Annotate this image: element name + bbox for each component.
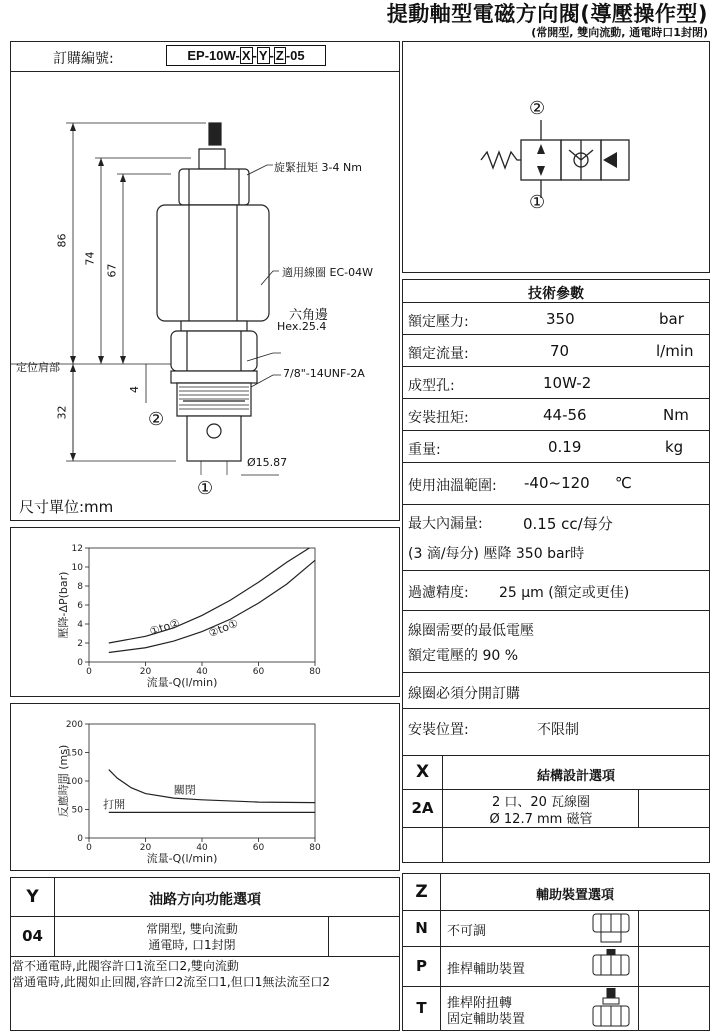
spec-value: 44-56 [543, 406, 587, 424]
x-tick-label: 40 [196, 667, 208, 677]
valve-outline-drawing [11, 71, 399, 520]
title-sub: (常開型, 雙向流動, 通電時口1封閉) [531, 26, 708, 39]
spec-label: 安裝扭矩: [408, 410, 469, 426]
spec-value: 0.19 [548, 438, 582, 456]
x-tick-label: 60 [252, 667, 265, 677]
x-axis-label: 流量-Q(l/min) [146, 676, 218, 689]
structure-row-2a [403, 789, 709, 828]
filter-value: 25 μm (額定或更佳) [499, 585, 630, 601]
spec-row-coil-order [403, 672, 709, 708]
hydraulic-symbol-panel [402, 41, 710, 273]
specs-heading: 技術參數 [528, 286, 584, 302]
symbol-port-1: ① [529, 192, 546, 213]
x-tick-label: 40 [196, 843, 208, 853]
order-code-sep1: - [252, 48, 257, 63]
spec-row-leakage [403, 504, 709, 570]
aux-header-row [403, 874, 709, 911]
dimension-86: 86 [55, 233, 69, 248]
series-label: 打開 [103, 797, 126, 811]
order-code-suffix: -05 [285, 48, 305, 63]
port-2-marker: ② [148, 409, 165, 430]
plot-frame [89, 724, 315, 838]
spec-value: -40~120 [524, 474, 590, 492]
mount-value: 不限制 [537, 722, 579, 738]
y-tick-label: 150 [65, 748, 83, 759]
hex-label-2: Hex.25.4 [277, 320, 327, 333]
y-tick-label: 6 [77, 601, 83, 611]
hex-label-1: 六角邊 [289, 308, 329, 323]
spec-unit: l/min [656, 342, 694, 360]
series-label: 關閉 [173, 783, 196, 797]
y-tick-label: 0 [77, 658, 83, 668]
coil-label: 適用線圈 EC-04W [282, 266, 373, 279]
order-code [166, 45, 326, 66]
y-tick-label: 2 [77, 639, 83, 649]
structure-key-cell: X [403, 756, 443, 789]
order-code-row [11, 42, 399, 72]
pressure-drop-chart-panel [10, 527, 400, 697]
spec-unit: Nm [663, 406, 689, 424]
symbol-port-2: ② [529, 98, 546, 119]
series-label: ①to② [148, 616, 182, 639]
y-tick-label: 0 [77, 834, 83, 844]
x-tick-label: 20 [139, 843, 152, 853]
y-tick-label: 100 [65, 777, 83, 787]
spec-unit: bar [659, 310, 684, 328]
y-tick-label: 12 [71, 544, 83, 554]
leak-label: 最大內漏量: [408, 516, 483, 532]
structure-options-table [402, 755, 710, 863]
x-tick-label: 80 [309, 667, 321, 677]
dimension-67: 67 [105, 263, 119, 278]
aux-code-cell: P [403, 946, 441, 986]
flow-row-04 [11, 916, 399, 957]
flow-direction-options-table [10, 877, 400, 1031]
dimension-drawing-panel [10, 41, 400, 521]
dimension-74: 74 [83, 251, 97, 266]
order-code-sep2: - [269, 48, 274, 63]
port-1-marker: ① [197, 478, 214, 499]
x-tick-label: 20 [139, 667, 152, 677]
order-code-y: Y [258, 48, 268, 63]
spec-label: 額定流量: [408, 346, 469, 362]
y-tick-label: 200 [65, 720, 83, 730]
hydraulic-symbol [403, 42, 709, 272]
aux-desc: 不可調 [447, 924, 487, 939]
flow-code-cell: 04 [11, 916, 55, 956]
dimension-32: 32 [55, 405, 69, 420]
structure-heading: 結構設計選項 [536, 769, 615, 784]
y-axis-label: 壓降-ΔP(bar) [57, 571, 70, 639]
order-code-prefix: EP-10W- [187, 48, 240, 63]
response-time-chart [11, 704, 399, 870]
aux-options-table [402, 873, 710, 1031]
structure-line-2: Ø 12.7 mm 磁管 [489, 812, 593, 827]
structure-empty-code-cell [403, 827, 443, 862]
page-title [387, 2, 708, 39]
spec-row-coil-voltage [403, 610, 709, 672]
y-tick-label: 50 [71, 805, 83, 816]
y-axis-label: 反應時間 (ms) [57, 744, 70, 818]
flow-heading: 油路方向功能選項 [149, 892, 261, 908]
spec-value: 70 [550, 342, 570, 360]
spec-row-temp [403, 462, 709, 504]
order-code-x: X [241, 48, 251, 63]
spec-row-filtration [403, 570, 709, 610]
leak-value: 0.15 cc/每分 [523, 515, 613, 533]
x-tick-label: 0 [86, 843, 92, 853]
y-tick-label: 10 [71, 563, 83, 573]
filter-label: 過濾精度: [408, 585, 469, 601]
diameter-label: Ø15.87 [247, 456, 288, 469]
series-line [109, 770, 315, 803]
mount-label: 安裝位置: [408, 722, 469, 738]
aux-row-n [403, 910, 709, 947]
spec-value: 350 [546, 310, 575, 328]
flow-line-2: 通電時, 口1封閉 [148, 938, 236, 952]
y-tick-label: 8 [77, 582, 83, 592]
structure-header-row [403, 756, 709, 790]
spec-label: 成型孔: [408, 378, 455, 394]
flow-key-cell: Y [11, 878, 55, 916]
spec-row-pressure [403, 302, 709, 334]
title-main: 提動軸型電磁方向閥(導壓操作型) [386, 2, 708, 26]
order-code-label: 訂購編號: [53, 51, 114, 67]
structure-code-cell: 2A [403, 789, 443, 827]
aux-heading: 輔助裝置選項 [535, 888, 614, 903]
pressure-drop-chart [11, 528, 399, 696]
unit-label: 尺寸單位:mm [19, 498, 114, 516]
spec-row-weight [403, 430, 709, 462]
tech-specs-panel [402, 279, 710, 757]
flow-desc-cell [55, 916, 329, 956]
torque-label: 旋緊扭矩 3-4 Nm [274, 161, 362, 174]
x-axis-label: 流量-Q(l/min) [146, 852, 218, 865]
structure-empty-row [403, 827, 709, 862]
structure-line-1: 2 口、20 瓦線圈 [491, 795, 591, 810]
aux-key-cell: Z [403, 874, 441, 910]
aux-row-t [403, 986, 709, 1030]
leak-condition: (3 滴/每分) 壓降 350 bar時 [408, 546, 585, 562]
aux-row-p [403, 946, 709, 987]
dimension-4: 4 [128, 386, 141, 393]
spec-row-flow [403, 334, 709, 366]
shoulder-label: 定位肩部 [16, 361, 60, 374]
spec-label: 額定壓力: [408, 314, 469, 330]
aux-image-t [587, 988, 635, 1030]
aux-image-p [587, 949, 635, 983]
structure-desc-cell [443, 789, 639, 827]
aux-desc: 推桿輔助裝置 [447, 962, 526, 977]
x-tick-label: 60 [252, 843, 265, 853]
series-label: ②to① [206, 616, 241, 641]
spec-label: 重量: [408, 442, 441, 458]
coil-min-line-1: 線圈需要的最低電壓 [408, 623, 534, 639]
aux-code-cell: T [403, 986, 441, 1030]
aux-desc-line-2: 固定輔助裝置 [447, 1012, 526, 1027]
spec-unit: kg [665, 438, 684, 456]
y-tick-label: 4 [77, 620, 83, 630]
flow-note-1: 當不通電時,此閥容許口1流至口2,雙向流動 [12, 959, 239, 973]
plot-frame [89, 548, 315, 662]
flow-line-1: 常開型, 雙向流動 [146, 922, 238, 936]
x-tick-label: 80 [309, 843, 321, 853]
spec-label: 使用油溫範圍: [408, 478, 497, 494]
spec-row-mounting [403, 708, 709, 756]
coil-min-line-2: 額定電壓的 90 % [408, 648, 519, 664]
response-time-chart-panel [10, 703, 400, 871]
flow-note-2: 當通電時,此閥如止回閥,容許口2流至口1,但口1無法流至口2 [12, 975, 330, 989]
aux-code-cell: N [403, 910, 441, 946]
spec-row-torque [403, 398, 709, 430]
spec-row-cavity [403, 366, 709, 398]
spec-value: 10W-2 [543, 374, 592, 392]
x-tick-label: 0 [86, 667, 92, 677]
flow-header-row [11, 878, 399, 917]
aux-image-n [587, 912, 635, 946]
spec-unit: ℃ [615, 474, 632, 492]
aux-desc-line-1: 推桿附扭轉 [447, 996, 513, 1011]
coil-order-note: 線圈必須分開訂購 [408, 686, 520, 702]
order-code-z: Z [275, 48, 284, 63]
thread-label: 7/8"-14UNF-2A [283, 367, 365, 380]
